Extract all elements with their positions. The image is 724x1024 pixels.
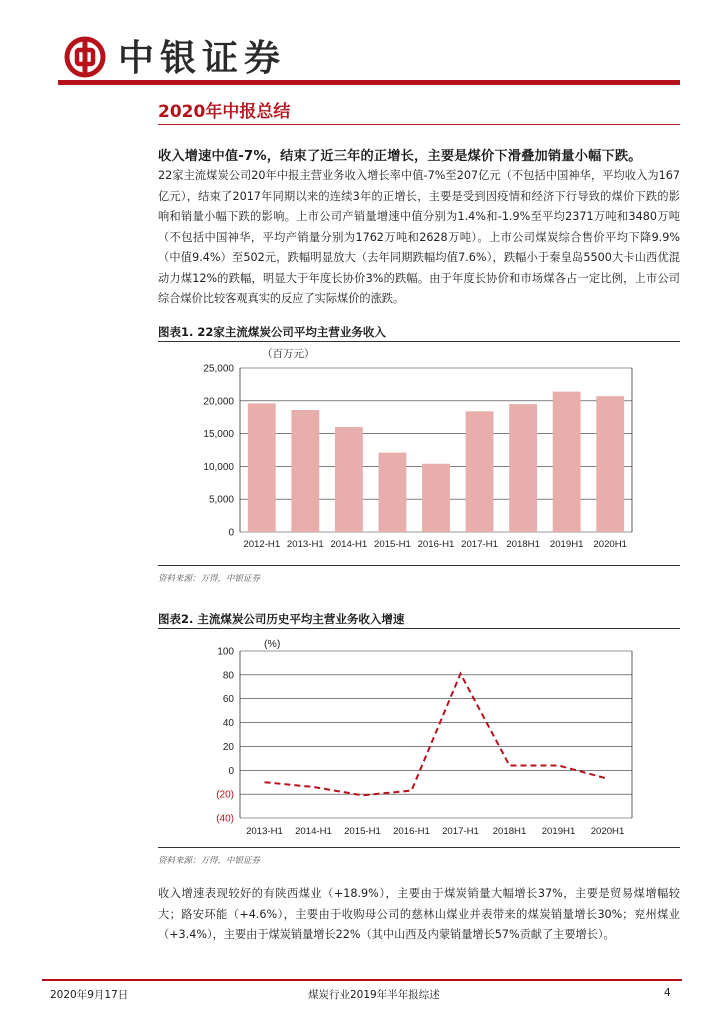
- chart2-xtick-label: 2018H1: [492, 826, 527, 837]
- chart2-ytick-label: 80: [222, 670, 234, 682]
- chart1-bar: [466, 411, 494, 532]
- body-paragraph-1: 22家主流煤炭公司20年中报主营业务收入增长率中值-7%至207亿元（不包括中国神华，平均收入为167亿元），结束了2017年同期以来的连续3年的正增长，主要是受到因疫情和经济下行导致的煤价下跌的影响和销量小幅下跌的影响。上市公司产销量增速中值分别为1.4%和-1.9%至平均2371万吨和3480万吨（不包括中国神华，平均产销量分别为1762万吨和2628万吨）。上市公司煤炭综合售价平均下降9.9%（中值9.4%）至502元，跌幅明显放大（去年同期跌幅均值7.6%），跌幅小于秦皇岛5500大卡山西优混动力煤12%的跌幅，明显大于年度长协价3%的跌幅。由于年度长协价和市场煤各占一定比例，上市公司综合煤价比较客观真实的反应了实际煤价的涨跌。: [158, 169, 680, 305]
- chart1-xtick-label: 2015-H1: [374, 539, 411, 550]
- section-divider: [158, 124, 680, 125]
- brand-name: 中银证券: [118, 37, 287, 79]
- chart2-xtick-label: 2015-H1: [344, 826, 381, 837]
- chart2-series-line: [265, 674, 608, 796]
- figure1-source: 资料来源：万得，中银证券: [158, 574, 261, 584]
- chart1-bar: [248, 403, 276, 532]
- footer-doc-title: 煤炭行业2019年半年报综述: [308, 989, 440, 1001]
- figure1-bar-chart: [158, 342, 680, 560]
- boc-logo-icon: [64, 36, 106, 78]
- lead-sentence: 收入增速中值-7%，结束了近三年的正增长，主要是煤价下滑叠加销量小幅下跌。: [158, 149, 642, 164]
- chart1-ytick-label: 20,000: [203, 396, 234, 408]
- header-divider: [58, 80, 680, 85]
- figure2-title: 图表2. 主流煤炭公司历史平均主营业务收入增速: [158, 612, 405, 626]
- chart1-xtick-label: 2016-H1: [417, 539, 455, 550]
- chart1-ytick-label: 10,000: [203, 461, 234, 473]
- figure2-bottom-rule: [158, 847, 680, 848]
- chart1-xtick-label: 2017-H1: [461, 539, 498, 550]
- chart1-xtick-label: 2018H1: [506, 539, 540, 550]
- chart1-bar: [291, 410, 319, 532]
- footer-date: 2020年9月17日: [50, 989, 129, 1001]
- chart2-xtick-label: 2020H1: [590, 826, 625, 837]
- body-paragraph-2: 收入增速表现较好的有陕西煤业（+18.9%），主要由于煤炭销量大幅增长37%，主要是贸易煤增幅较大；路安环能（+4.6%），主要由于收购母公司的慈林山煤业并表带来的煤炭销量增长30%；兖州煤业（+3.4%），主要由于煤炭销量增长22%（其中山西及内蒙销量增长57%贡献了主要增长）。: [158, 887, 680, 941]
- chart1-unit-label: （百万元）: [262, 348, 315, 360]
- chart2-xtick-label: 2017-H1: [442, 826, 479, 837]
- chart1-bar: [422, 464, 450, 532]
- chart1-bar: [596, 396, 624, 532]
- chart2-xtick-label: 2013-H1: [246, 826, 283, 837]
- chart1-ytick-label: 5,000: [208, 494, 234, 506]
- chart1-xtick-label: 2014-H1: [330, 539, 368, 550]
- chart1-xtick-label: 2012-H1: [243, 539, 281, 550]
- chart2-xtick-label: 2014-H1: [295, 826, 332, 837]
- chart1-xtick-label: 2020H1: [593, 539, 628, 550]
- page-number: 4: [664, 987, 671, 999]
- footer-divider: [42, 979, 682, 981]
- chart1-bar: [335, 427, 363, 532]
- chart2-xtick-label: 2016-H1: [393, 826, 430, 837]
- chart1-bar: [379, 453, 407, 532]
- chart1-ytick-label: 25,000: [203, 363, 234, 375]
- chart2-ytick-label: (20): [216, 789, 234, 801]
- chart1-xtick-label: 2013-H1: [286, 539, 324, 550]
- chart2-ytick-label: 60: [222, 694, 234, 706]
- chart2-ytick-label: (40): [216, 813, 234, 825]
- chart2-ytick-label: 0: [228, 765, 234, 777]
- chart2-ytick-label: 40: [222, 718, 234, 730]
- chart2-ytick-label: 100: [217, 646, 234, 658]
- chart2-unit-label: (%): [264, 638, 281, 650]
- chart2-ytick-label: 20: [222, 741, 234, 753]
- figure2-line-chart: [158, 629, 680, 841]
- chart1-bar: [553, 392, 581, 532]
- chart1-xtick-label: 2019H1: [549, 539, 584, 550]
- section-title: 2020年中报总结: [158, 102, 291, 122]
- chart1-ytick-label: 0: [228, 527, 234, 539]
- figure1-title: 图表1. 22家主流煤炭公司平均主营业务收入: [158, 325, 386, 339]
- figure1-bottom-rule: [158, 565, 680, 566]
- chart1-ytick-label: 15,000: [203, 429, 234, 441]
- chart2-xtick-label: 2019H1: [541, 826, 576, 837]
- figure2-source: 资料来源：万得，中银证券: [158, 856, 261, 866]
- chart1-bar: [509, 404, 537, 532]
